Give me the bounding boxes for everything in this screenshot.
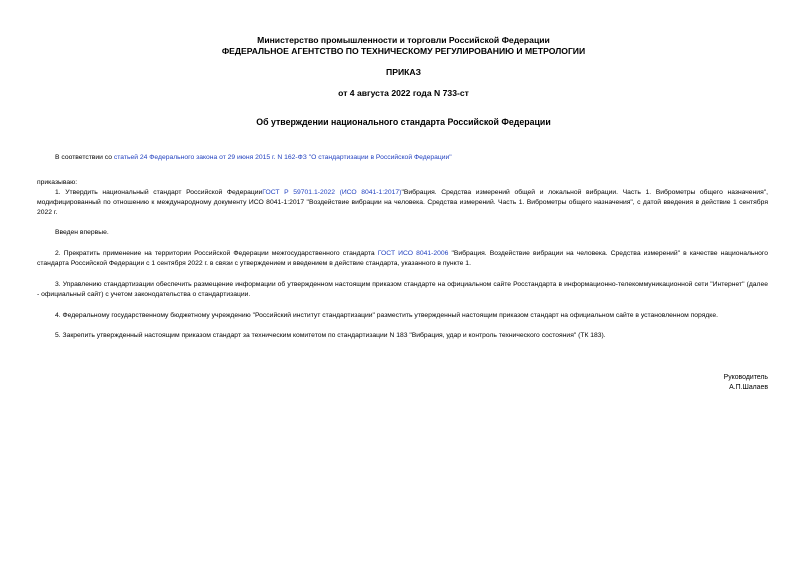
item-1-paragraph: [37, 188, 768, 217]
gost-r-59701-link[interactable]: ГОСТ Р 59701.1-2022 (ИСО 8041-1:2017): [262, 189, 402, 196]
item-1-suffix: "Вибрация. Средства измерений общей и локальной вибрации. Часть 1. Виброметры общего назначения", модифицированный по отношению к международному документу ИСО 8041-1:2017 "Воздействие вибрации на человека. Средства измерений. Часть 1. Виброметры общего назначения", с датой введения в действие 1 сентября 2022 г.: [37, 189, 768, 216]
document-date-number: от 4 августа 2022 года N 733-ст: [338, 88, 469, 98]
item-2-paragraph: [37, 249, 768, 269]
introduced-first-note: Введен впервые.: [55, 229, 109, 236]
item-2-prefix: 2. Прекратить применение на территории Российской Федерации межгосударственного стандарта: [55, 250, 378, 257]
signature-block: [724, 373, 768, 393]
item-5-paragraph: 5. Закрепить утвержденный настоящим приказом стандарт за техническим комитетом по стандартизации N 183 "Вибрация, удар и контроль технического состояния" (ТК 183).: [55, 332, 606, 339]
gost-iso-8041-link[interactable]: ГОСТ ИСО 8041-2006: [377, 250, 449, 257]
basis-prefix: В соответствии со: [55, 154, 114, 161]
signature-name: А.П.Шалаев: [729, 384, 768, 391]
agency-heading: ФЕДЕРАЛЬНОЕ АГЕНТСТВО ПО ТЕХНИЧЕСКОМУ РЕГУЛИРОВАНИЮ И МЕТРОЛОГИИ: [221, 46, 586, 56]
item-2-suffix: "Вибрация. Воздействие вибрации на человека. Средства измерений" в качестве национального стандарта Российской Федерации с 1 сентября 2022 г. в связи с утверждением и введением в действие стандарта, указанного в пункте 1.: [37, 250, 768, 267]
basis-paragraph: [37, 153, 768, 163]
item-1-prefix: 1. Утвердить национальный стандарт Российской Федерации: [55, 189, 263, 196]
signature-title: Руководитель: [723, 374, 768, 381]
federal-law-link[interactable]: статьей 24 Федерального закона от 29 июня 2015 г. N 162-ФЗ "О стандартизации в Российской Федерации": [113, 154, 452, 161]
document-subject: Об утверждении национального стандарта Российской Федерации: [256, 117, 551, 127]
item-3-paragraph: 3. Управлению стандартизации обеспечить размещение информации об утвержденном настоящим приказом стандарте на официальном сайте Росстандарта в информационно-телекоммуникационной сети "Интернет" (далее - официальный сайт) с учетом законодательства о стандартизации.: [37, 281, 768, 298]
item-4-paragraph: 4. Федеральному государственному бюджетному учреждению "Российский институт стандартизации" разместить утвержденный настоящим приказом стандарт на официальном сайте в установленном порядке.: [55, 312, 718, 319]
order-word: приказываю:: [37, 179, 78, 186]
ministry-heading: Министерство промышленности и торговли Российской Федерации: [257, 35, 550, 45]
document-type-heading: ПРИКАЗ: [386, 67, 421, 77]
